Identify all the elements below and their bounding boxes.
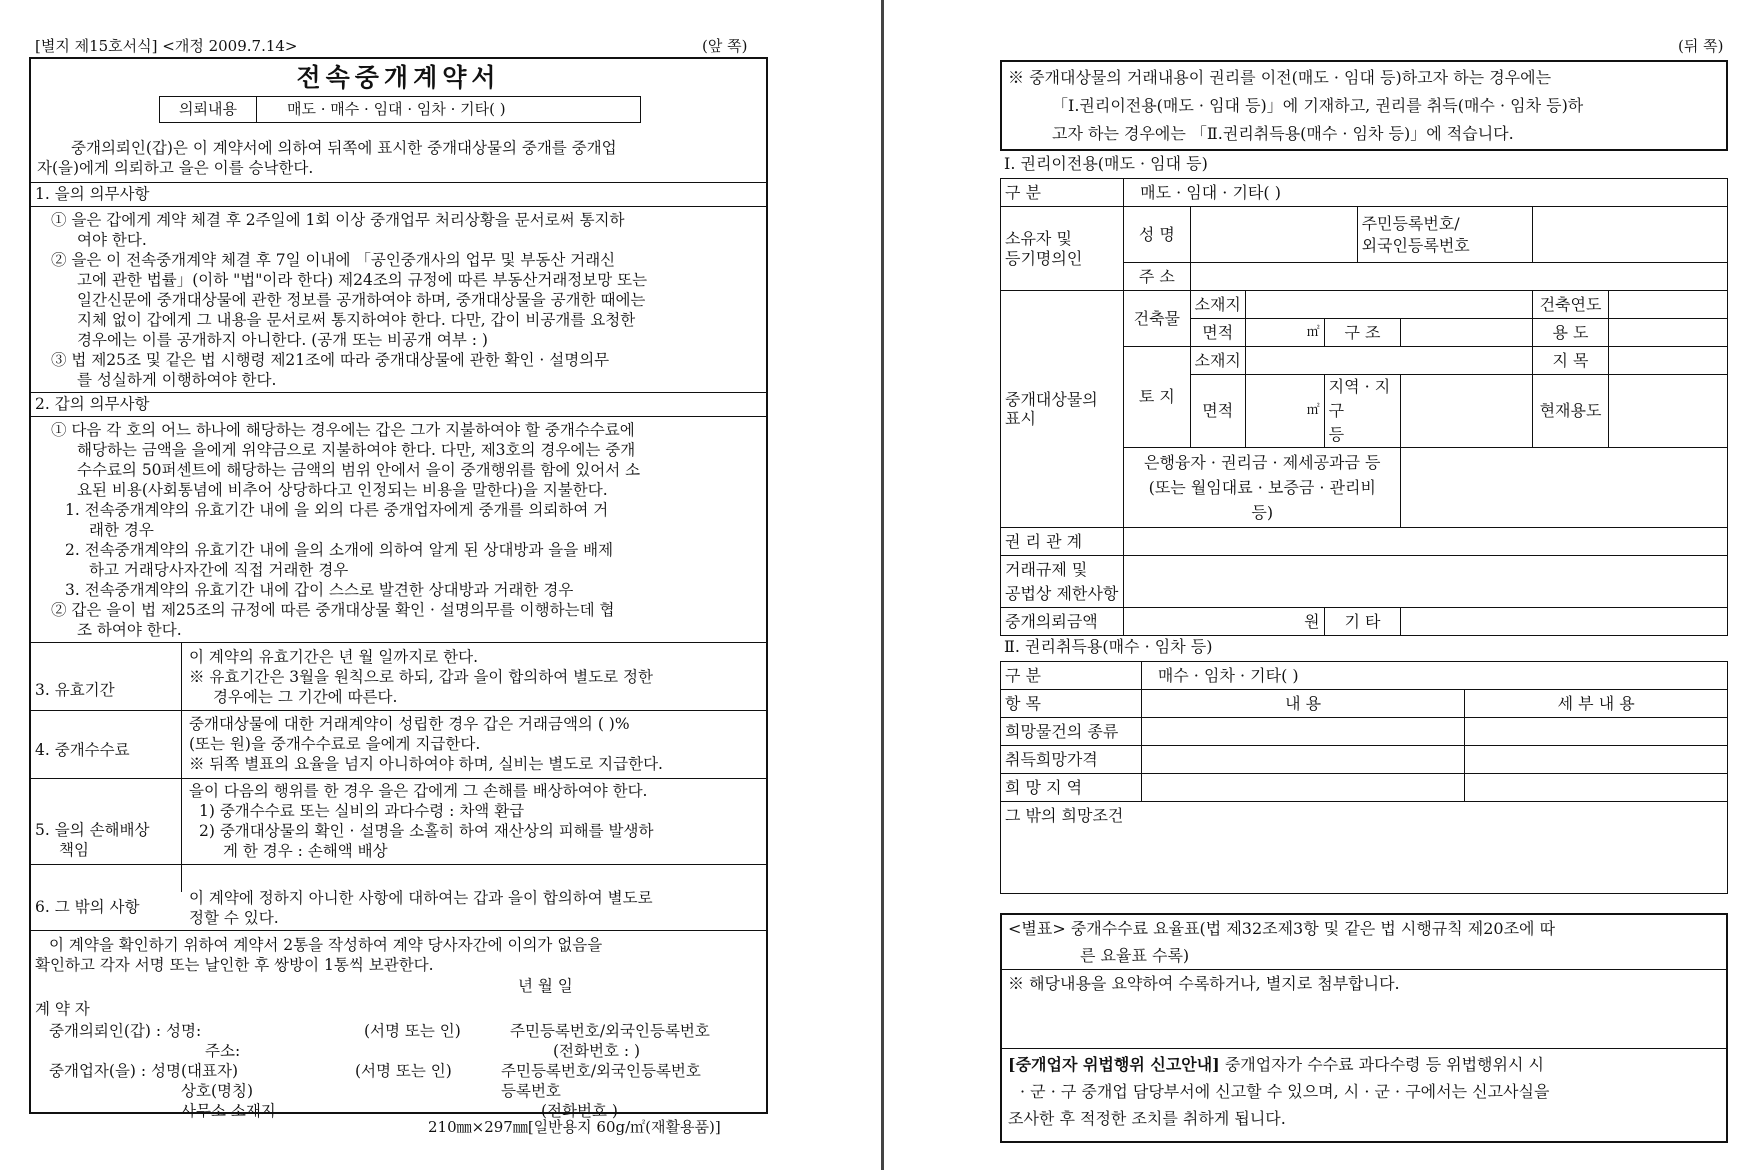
page-title: 전속중개계약서: [296, 63, 501, 92]
broker-company-label: 상호(명칭): [181, 1082, 253, 1100]
building-area-unit[interactable]: ㎡: [1245, 319, 1324, 347]
note-line: ※ 중개대상물의 거래내용이 권리를 이전(매도 · 임대 등)하고자 하는 경우에는: [1008, 68, 1552, 87]
building-label: 건축물: [1124, 291, 1190, 347]
instruction-note: [1000, 60, 1728, 151]
broker-reg-label: 등록번호: [501, 1082, 561, 1100]
current-use-field[interactable]: [1608, 375, 1727, 448]
id-label: 외국인등록번호: [1361, 235, 1470, 255]
structure-field[interactable]: [1401, 319, 1533, 347]
owner-label: 등기명의인: [1005, 248, 1083, 268]
sec1-line: 경우에는 이를 공개하지 아니한다. (공개 또는 비공개 여부 : ): [77, 331, 488, 349]
amount-etc-field[interactable]: [1401, 608, 1728, 636]
owner-name-field[interactable]: [1190, 207, 1357, 263]
client-name-label: 중개의뢰인(갑) : 성명:: [49, 1022, 202, 1040]
report-line: 조사한 후 적정한 조치를 취하게 됩니다.: [1008, 1109, 1286, 1128]
sec1-line: 고에 관한 법률」(이하 "법"이라 한다) 제24조의 규정에 따른 부동산거래정보망 또는: [77, 271, 648, 289]
sec3-line: ※ 유효기간은 3월을 원칙으로 하되, 갑과 을이 합의하여 별도로 정한: [189, 668, 653, 686]
sec2-line: 2. 전속중개계약의 유효기간 내에 을의 소개에 의하여 알게 된 상대방과 을을 배제: [65, 541, 614, 559]
broker-id-label: 주민등록번호/외국인등록번호: [501, 1062, 701, 1080]
form-number: [별지 제15호서식] <개정 2009.7.14>: [35, 37, 298, 55]
zone-label: 등: [1328, 425, 1345, 444]
current-use-label: 현재용도: [1533, 375, 1609, 448]
page-divider: [881, 0, 884, 1170]
page-side-back: (뒤 쪽): [1678, 37, 1724, 55]
sec1-line: ③ 법 제25조 및 같은 법 시행령 제21조에 따라 중개대상물에 관한 확인 · 설명의무: [51, 351, 610, 369]
closing-line-2: 확인하고 각자 서명 또는 날인한 후 쌍방이 1통씩 보관한다.: [35, 956, 434, 974]
usage-label: 용 도: [1533, 319, 1609, 347]
amount-etc-label: 기 타: [1324, 608, 1401, 636]
sec5-line: 게 한 경우 : 손해액 배상: [223, 842, 388, 860]
content-label: 내 용: [1141, 690, 1465, 718]
report-line: 중개업자가 수수료 과다수령 등 위법행위시 시: [1219, 1055, 1544, 1074]
sec4-line: (또는 원)을 중개수수료로 을에게 지급한다.: [189, 735, 481, 753]
sec6-line: 정할 수 있다.: [189, 909, 279, 927]
broker-sign[interactable]: (서명 또는 인): [355, 1062, 452, 1080]
building-location-label: 소재지: [1190, 291, 1245, 319]
request-value[interactable]: 매도 · 매수 · 임대 · 임차 · 기타( ): [287, 100, 506, 118]
id-label: 주민등록번호/: [1361, 213, 1460, 233]
regulation-label: 공법상 제한사항: [1005, 583, 1119, 603]
wish-type-label: 희망물건의 종류: [1001, 718, 1142, 746]
owner-id-field[interactable]: [1533, 207, 1728, 263]
structure-label: 구 조: [1324, 319, 1401, 347]
sec2-line: ② 갑은 을이 법 제25조의 규정에 따른 중개대상물 확인 · 설명의무를 이행하는데 협: [51, 601, 615, 619]
note-line: 고자 하는 경우에는 「Ⅱ.권리취득용(매수 · 임차 등)」에 적습니다.: [1052, 124, 1514, 143]
wish-price-detail[interactable]: [1465, 746, 1728, 774]
sec2-line: ① 다음 각 호의 어느 하나에 해당하는 경우에는 갑은 그가 지불하여야 할 중개수수료에: [51, 421, 635, 439]
acquire-table: [1000, 661, 1728, 894]
amount-won[interactable]: 원: [1124, 608, 1325, 636]
built-year-label: 건축연도: [1533, 291, 1609, 319]
sec1-line: 지체 없이 갑에게 그 내용을 문서로써 통지하여야 한다. 다만, 갑이 비공개를 요청한: [77, 311, 636, 329]
sec5-label: 5. 을의 손해배상: [35, 821, 150, 839]
wish-price-field[interactable]: [1141, 746, 1465, 774]
bank-field[interactable]: [1401, 448, 1728, 528]
object-label: 표시: [1005, 409, 1036, 428]
client-id-label: 주민등록번호/외국인등록번호: [510, 1022, 710, 1040]
page-side-front: (앞 쪽): [702, 37, 748, 55]
sec2-line: 래한 경우: [89, 521, 154, 539]
broker-name-label: 중개업자(을) : 성명(대표자): [49, 1062, 238, 1080]
land-category-field[interactable]: [1608, 347, 1727, 375]
object-label: 중개대상물의: [1005, 389, 1098, 409]
client-phone: (전화번호 : ): [553, 1042, 641, 1060]
sec2-line: 수수료의 50퍼센트에 해당하는 금액의 범위 안에서 을이 중개행위를 함에 있어서 소: [77, 461, 641, 479]
item-label: 항 목: [1001, 690, 1142, 718]
client-address-label: 주소:: [205, 1042, 241, 1060]
category-label: 구 분: [1001, 179, 1124, 207]
owner-address-field[interactable]: [1190, 263, 1727, 291]
sec3-line: 이 계약의 유효기간은 년 월 일까지로 한다.: [189, 648, 479, 666]
client-sign[interactable]: (서명 또는 인): [364, 1022, 461, 1040]
wish-price-label: 취득희망가격: [1001, 746, 1142, 774]
bank-label: 은행융자 · 권리금 · 제세공과금 등: [1143, 453, 1381, 472]
note-line: 「Ⅰ.권리이전용(매도 · 임대 등)」에 기재하고, 권리를 취득(매수 · 임차 등)하: [1052, 96, 1584, 115]
sec3-line: 경우에는 그 기간에 따른다.: [213, 688, 398, 706]
sec2-line: 1. 전속중개계약의 유효기간 내에 을 외의 다른 중개업자에게 중개를 의뢰하여 거: [65, 501, 609, 519]
acquire-category-label: 구 분: [1001, 662, 1142, 690]
land-area-label: 면적: [1190, 375, 1245, 448]
sec5-label: 책임: [59, 841, 89, 859]
intro-line-1: 중개의뢰인(갑)은 이 계약서에 의하여 뒤쪽에 표시한 중개대상물의 중개를 중개업: [71, 139, 617, 157]
land-location-field[interactable]: [1245, 347, 1532, 375]
report-title: [중개업자 위법행위 신고안내]: [1008, 1055, 1220, 1074]
request-label: 의뢰내용: [160, 97, 257, 122]
sec4-label: 4. 중개수수료: [35, 741, 130, 759]
wish-type-detail[interactable]: [1465, 718, 1728, 746]
land-area-unit[interactable]: ㎡: [1245, 375, 1324, 448]
part2-title: Ⅱ. 권리취득용(매수 · 임차 등): [1004, 637, 1213, 656]
wish-area-label: 희 망 지 역: [1001, 774, 1142, 802]
owner-label: 소유자 및: [1005, 229, 1072, 249]
contract-frame: [29, 57, 768, 1120]
sec3-label: 3. 유효기간: [35, 681, 115, 699]
sec1-line: 여야 한다.: [77, 231, 147, 249]
building-location-field[interactable]: [1245, 291, 1532, 319]
sec2-line: 조 하여야 한다.: [77, 621, 182, 639]
sec1-line: 일간신문에 중개대상물에 관한 정보를 공개하여야 하며, 중개대상물을 공개한 때에는: [77, 291, 646, 309]
amount-label: 중개의뢰금액: [1001, 608, 1124, 636]
sec2-line: 하고 거래당사자간에 직접 거래한 경우: [89, 561, 349, 579]
bank-label: (또는 월임대료 · 보증금 · 관리비: [1148, 478, 1376, 497]
broker-phone: (전화번호 ): [541, 1102, 618, 1120]
category-value[interactable]: 매도 · 임대 · 기타( ): [1124, 179, 1728, 207]
usage-field[interactable]: [1608, 319, 1727, 347]
address-label: 주 소: [1124, 263, 1190, 291]
fee-box: [1000, 913, 1728, 1143]
zone-field[interactable]: [1401, 375, 1533, 448]
land-category-label: 지 목: [1533, 347, 1609, 375]
detail-label: 세 부 내 용: [1465, 690, 1728, 718]
fee-note: ※ 해당내용을 요약하여 수록하거나, 별지로 첨부합니다.: [1002, 969, 1726, 1048]
sec4-line: 중개대상물에 대한 거래계약이 성립한 경우 갑은 거래금액의 ( )%: [189, 715, 630, 733]
wish-type-field[interactable]: [1141, 718, 1465, 746]
sec5-line: 1) 중개수수료 또는 실비의 과다수령 : 차액 환급: [199, 802, 525, 820]
regulation-field[interactable]: [1124, 556, 1728, 608]
fee-line: 른 요율표 수록): [1080, 946, 1190, 965]
parties-label: 계 약 자: [35, 1000, 90, 1018]
sec1-line: ② 을은 이 전속중개계약 체결 후 7일 이내에 「공인중개사의 업무 및 부동산 거래신: [51, 251, 616, 269]
sec5-line: 을이 다음의 행위를 한 경우 을은 갑에게 그 손해를 배상하여야 한다.: [189, 782, 648, 800]
rights-field[interactable]: [1124, 528, 1728, 556]
contract-date[interactable]: 년 월 일: [518, 977, 573, 995]
sec1-line: ① 을은 갑에게 계약 체결 후 2주일에 1회 이상 중개업무 처리상황을 문서로써 통지하: [51, 211, 625, 229]
sec2-line: 3. 전속중개계약의 유효기간 내에 갑이 스스로 발견한 상대방과 거래한 경우: [65, 581, 574, 599]
sec2-line: 요된 비용(사회통념에 비추어 상당하다고 인정되는 비용을 말한다)을 지불한다.: [77, 481, 608, 499]
report-line: · 군 · 구 중개업 담당부서에 신고할 수 있으며, 시 · 군 · 구에서는 신고사실을: [1020, 1082, 1550, 1101]
sec4-line: ※ 뒤쪽 별표의 요율을 넘지 아니하여야 하며, 실비는 별도로 지급한다.: [189, 755, 663, 773]
transfer-table: [1000, 178, 1728, 636]
sec6-label: 6. 그 밖의 사항: [35, 898, 140, 916]
intro-line-2: 자(을)에게 의뢰하고 을은 이를 승낙한다.: [37, 159, 314, 177]
land-label: 토 지: [1124, 347, 1190, 448]
other-conditions[interactable]: 그 밖의 희망조건: [1001, 802, 1728, 894]
built-year-field[interactable]: [1608, 291, 1727, 319]
part1-title: Ⅰ. 권리이전용(매도 · 임대 등): [1004, 154, 1208, 173]
land-location-label: 소재지: [1190, 347, 1245, 375]
sec6-line: 이 계약에 정하지 아니한 사항에 대하여는 갑과 을이 합의하여 별도로: [189, 889, 653, 907]
request-box: [159, 96, 641, 123]
closing-line-1: 이 계약을 확인하기 위하여 계약서 2통을 작성하여 계약 당사자간에 이의가 없음을: [49, 936, 603, 954]
section-1-title: 1. 을의 의무사항: [35, 185, 150, 203]
sec5-line: 2) 중개대상물의 확인 · 설명을 소홀히 하여 재산상의 피해를 발생하: [199, 822, 654, 840]
building-area-label: 면적: [1190, 319, 1245, 347]
name-label: 성 명: [1124, 207, 1190, 263]
acquire-category-value[interactable]: 매수 · 임차 · 기타( ): [1141, 662, 1727, 690]
sec1-line: 를 성실하게 이행하여야 한다.: [77, 371, 277, 389]
broker-office-label: 사무소 소재지: [181, 1102, 276, 1120]
bank-label: 등): [1251, 503, 1274, 522]
wish-area-detail[interactable]: [1465, 774, 1728, 802]
paper-spec: 210㎜×297㎜[일반용지 60g/㎡(재활용품)]: [428, 1118, 721, 1136]
regulation-label: 거래규제 및: [1005, 559, 1088, 579]
fee-line: <별표> 중개수수료 요율표(법 제32조제3항 및 같은 법 시행규칙 제20조에 따: [1008, 919, 1556, 938]
zone-label: 지역 · 지구: [1328, 377, 1391, 420]
section-2-title: 2. 갑의 의무사항: [35, 395, 150, 413]
rights-label: 권 리 관 계: [1001, 528, 1124, 556]
wish-area-field[interactable]: [1141, 774, 1465, 802]
sec2-line: 해당하는 금액을 을에게 위약금으로 지불하여야 한다. 다만, 제3호의 경우에는 중개: [77, 441, 636, 459]
